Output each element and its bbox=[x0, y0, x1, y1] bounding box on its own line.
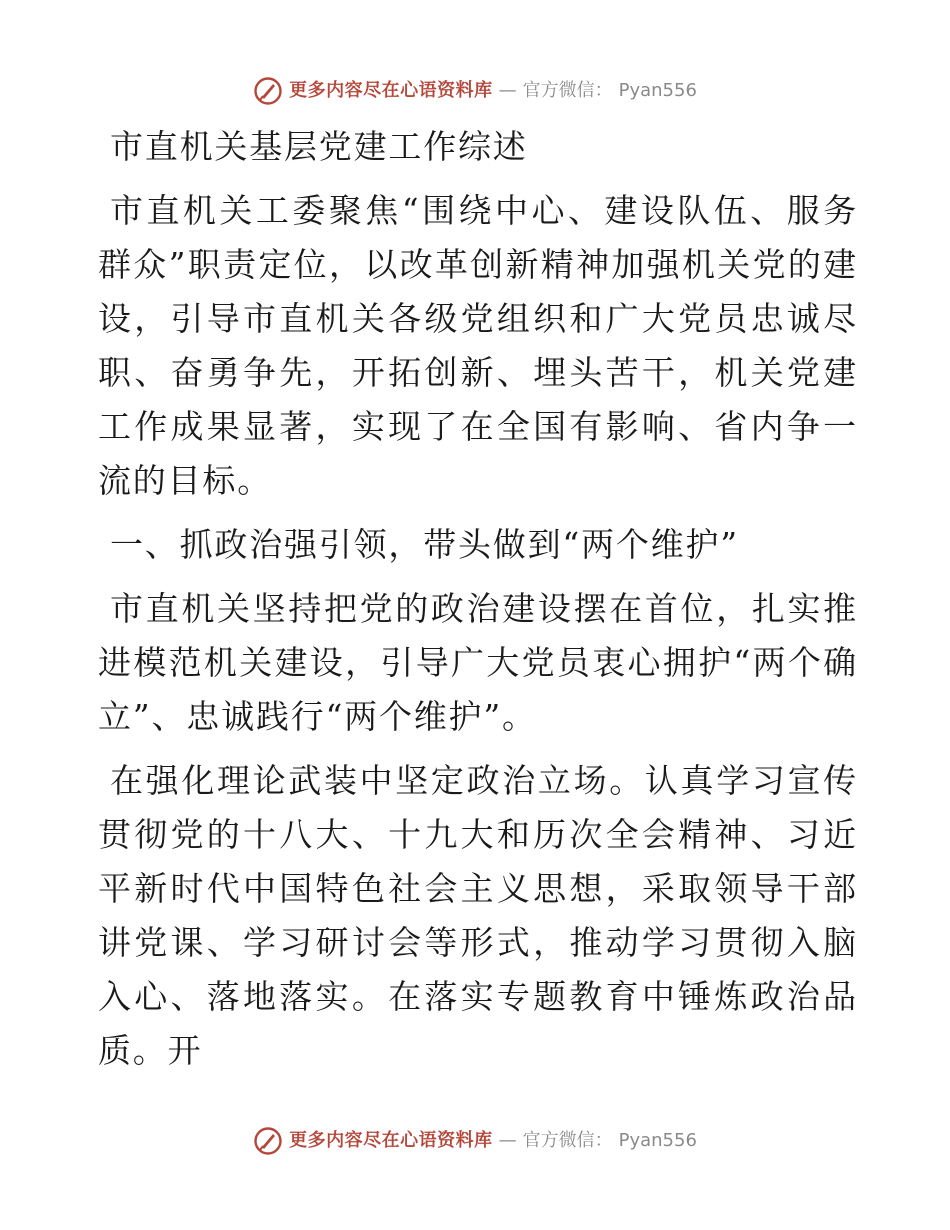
footer-watermark bbox=[0, 1126, 950, 1156]
intro-paragraph: 市直机关工委聚焦“围绕中心、建设队伍、服务群众”职责定位，以改革创新精神加强机关党的建设，引导市直机关各级党组织和广大党员忠诚尽职、奋勇争先，开拓创新、埋头苦干，机关党建工作成果显著，实现了在全国有影响、省内争一流的目标。 bbox=[98, 191, 858, 500]
section-heading-1: 一、抓政治强引领，带头做到“两个维护” bbox=[110, 525, 739, 564]
header-watermark bbox=[0, 76, 950, 106]
watermark-brand: 更多内容尽在心语资料库 bbox=[289, 80, 493, 101]
watermark-wechat-id: Pyan556 bbox=[618, 1130, 697, 1151]
quill-logo-icon bbox=[253, 1126, 283, 1156]
document-body bbox=[98, 120, 858, 1078]
watermark-dash: — bbox=[498, 1130, 517, 1151]
watermark-brand: 更多内容尽在心语资料库 bbox=[289, 1130, 493, 1151]
section-1-paragraph-1: 市直机关坚持把党的政治建设摆在首位，扎实推进模范机关建设，引导广大党员衷心拥护“两个确立”、忠诚践行“两个维护”。 bbox=[98, 589, 858, 736]
document-title: 市直机关基层党建工作综述 bbox=[110, 127, 528, 166]
section-1-paragraph-2: 在强化理论武装中坚定政治立场。认真学习宣传贯彻党的十八大、十九大和历次全会精神、习近平新时代中国特色社会主义思想，采取领导干部讲党课、学习研讨会等形式，推动学习贯彻入脑入心、落地落实。在落实专题教育中锤炼政治品质。开 bbox=[98, 761, 858, 1070]
quill-logo-icon bbox=[253, 76, 283, 106]
watermark-wechat-label: 官方微信： bbox=[522, 80, 613, 101]
watermark-wechat-id: Pyan556 bbox=[618, 80, 697, 101]
watermark-wechat-label: 官方微信： bbox=[522, 1130, 613, 1151]
watermark-dash: — bbox=[498, 80, 517, 101]
